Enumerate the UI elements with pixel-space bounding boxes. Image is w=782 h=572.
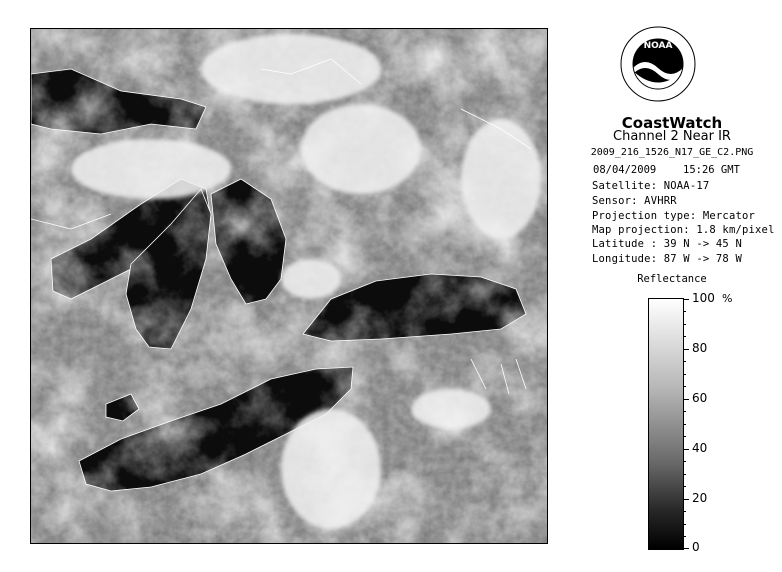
- image-time: 15:26 GMT: [683, 164, 740, 176]
- satellite-label: Satellite: NOAA-17: [592, 180, 710, 192]
- tick-label-0: 0: [692, 540, 700, 554]
- minor-tick: [683, 324, 686, 325]
- minor-tick: [683, 436, 686, 437]
- noaa-logo: [620, 26, 696, 102]
- tick-mark: [683, 499, 689, 500]
- tick-label-20: 20: [692, 491, 708, 505]
- noaa-logo-text: NOAA: [643, 41, 673, 51]
- minor-tick: [683, 474, 686, 475]
- tick-label-60: 60: [692, 391, 708, 405]
- legend-title: Reflectance: [637, 273, 707, 285]
- tick-label-80: 80: [692, 341, 708, 355]
- tick-mark: [683, 548, 689, 549]
- map-projection: Map projection: 1.8 km/pixel: [592, 224, 775, 236]
- tick-mark: [683, 449, 689, 450]
- tick-label-100: 100: [692, 291, 715, 305]
- minor-tick: [683, 311, 686, 312]
- minor-tick: [683, 536, 686, 537]
- tick-label-40: 40: [692, 441, 708, 455]
- tick-mark: [683, 399, 689, 400]
- minor-tick: [683, 486, 686, 487]
- satellite-map: [30, 28, 548, 544]
- noaa-emblem: [620, 26, 696, 102]
- sensor-label: Sensor: AVHRR: [592, 195, 677, 207]
- map-image: [31, 29, 547, 543]
- minor-tick: [683, 386, 686, 387]
- minor-tick: [683, 524, 686, 525]
- file-name: 2009_216_1526_N17_GE_C2.PNG: [590, 147, 754, 158]
- minor-tick: [683, 336, 686, 337]
- tick-mark: [683, 349, 689, 350]
- minor-tick: [683, 374, 686, 375]
- minor-tick: [683, 361, 686, 362]
- brand-title: CoastWatch: [621, 114, 723, 132]
- minor-tick: [683, 411, 686, 412]
- channel-label: Channel 2 Near IR: [613, 129, 731, 144]
- latitude-range: Latitude : 39 N -> 45 N: [592, 238, 742, 250]
- minor-tick: [683, 511, 686, 512]
- legend-unit: %: [722, 292, 733, 305]
- longitude-range: Longitude: 87 W -> 78 W: [592, 253, 742, 265]
- reflectance-colorbar: [648, 298, 684, 550]
- image-date: 08/04/2009: [593, 164, 657, 176]
- tick-mark: [683, 299, 689, 300]
- minor-tick: [683, 424, 686, 425]
- minor-tick: [683, 461, 686, 462]
- projection-type: Projection type: Mercator: [592, 210, 756, 222]
